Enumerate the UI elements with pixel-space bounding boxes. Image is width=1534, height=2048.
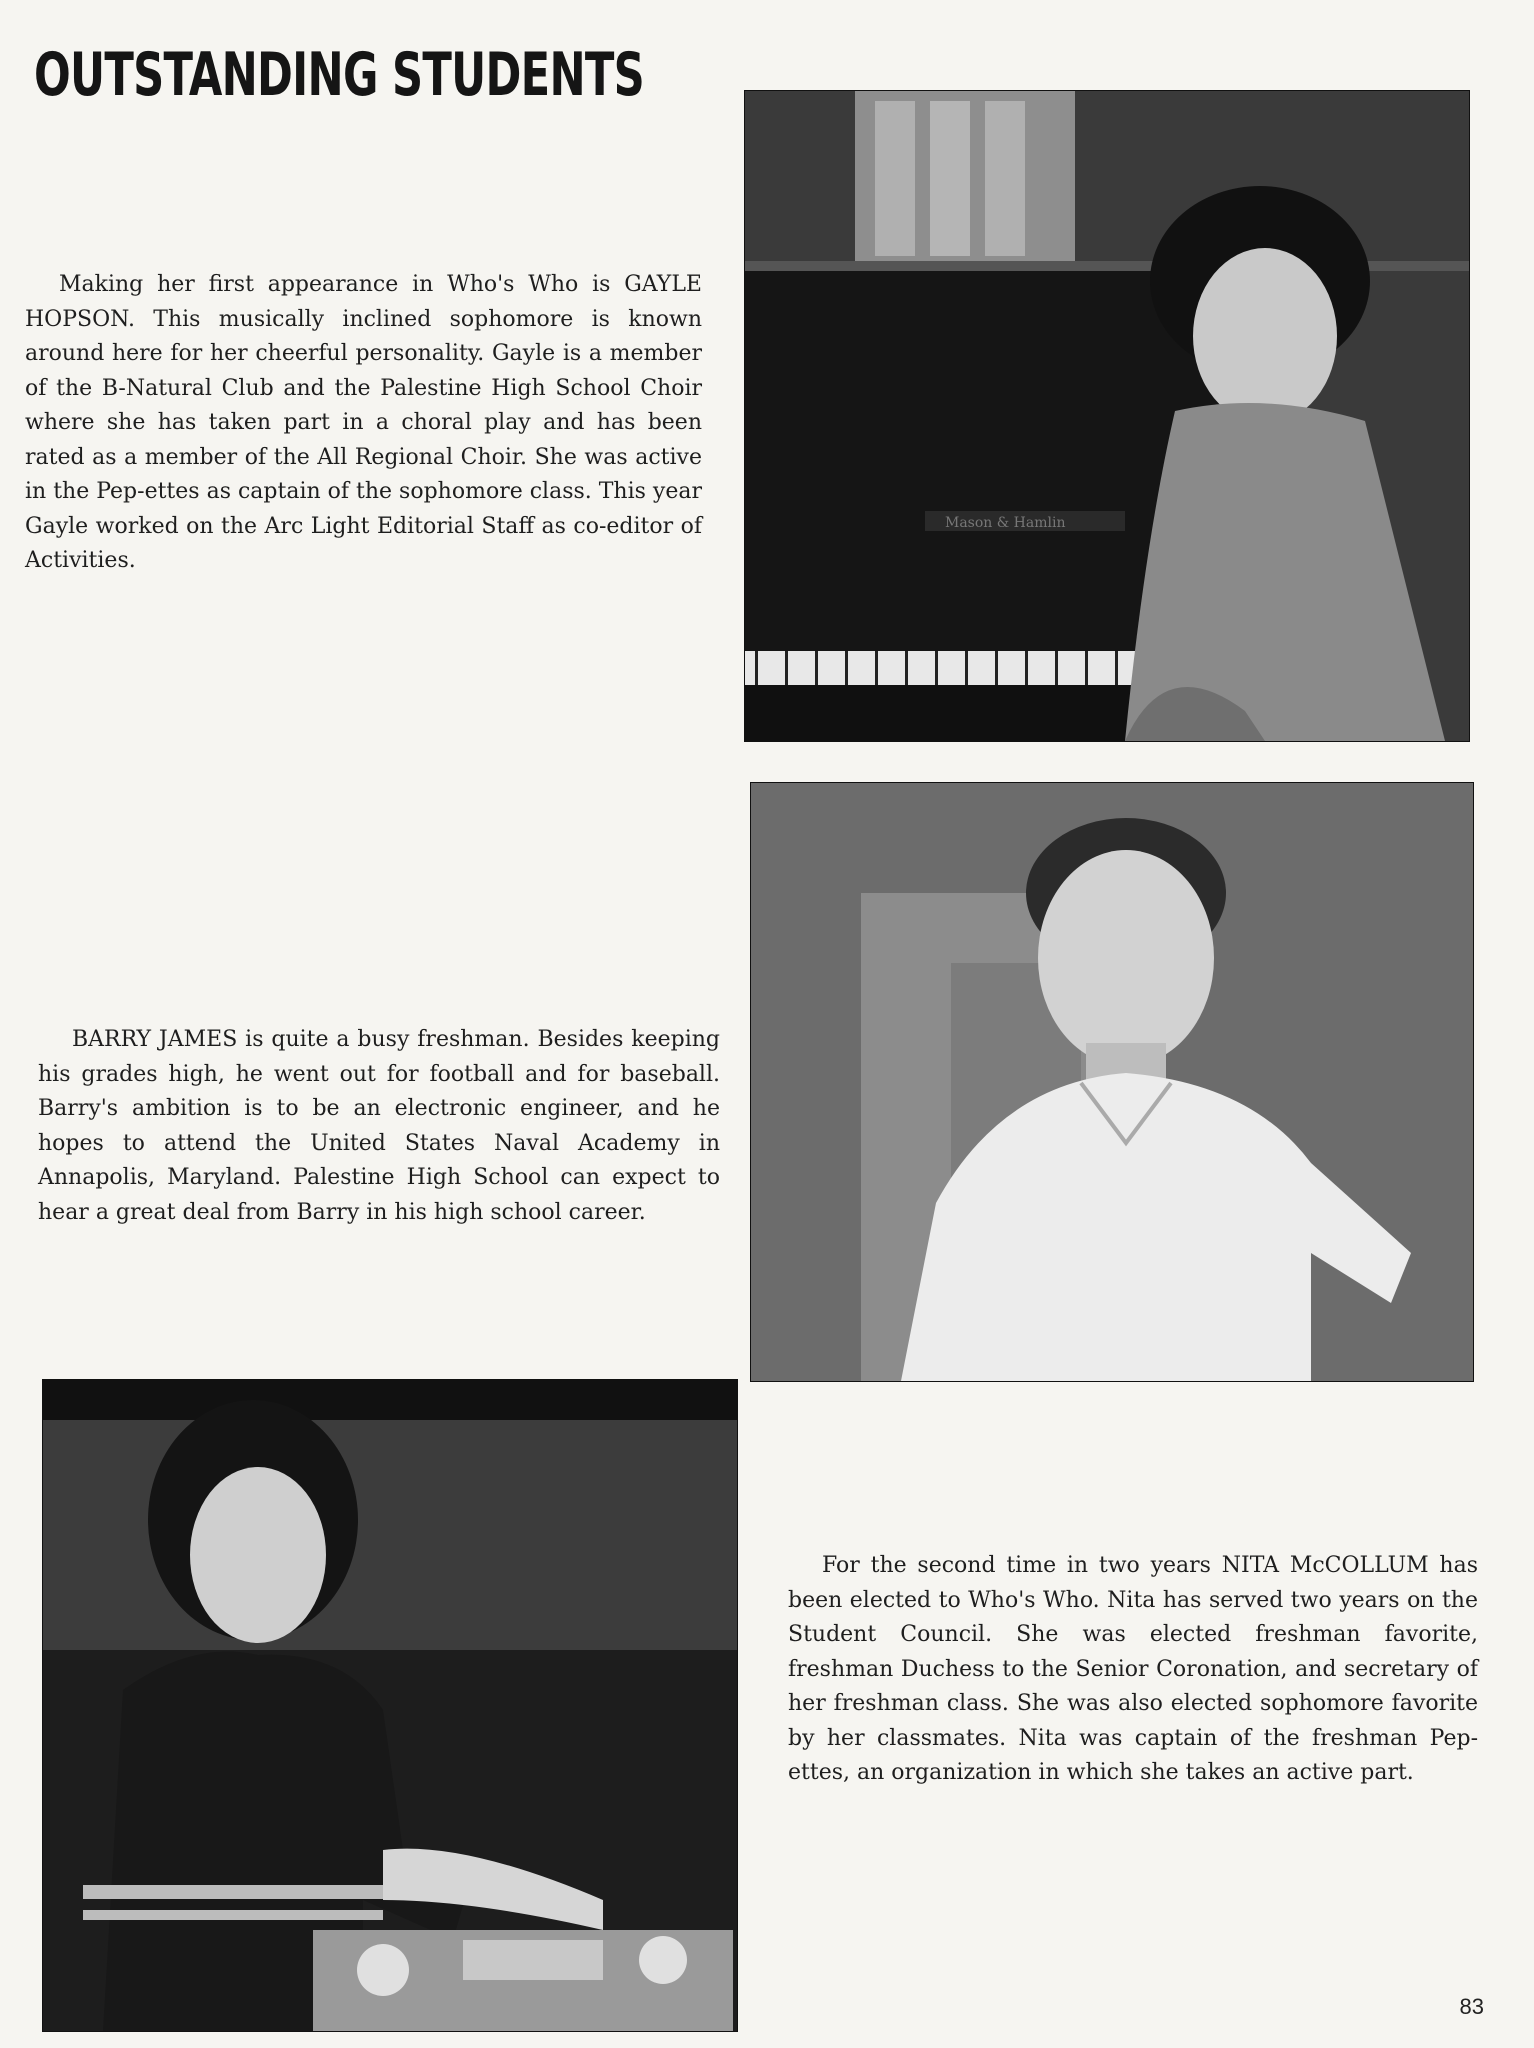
photo-gayle-piano <box>744 90 1470 742</box>
page-number: 83 <box>1459 1994 1484 2019</box>
article-gayle-hopson: Making her first appearance in Who's Who is GAYLE HOPSON. This musically inclined sophomore is known around here for her cheerful personality. Gayle is a member of the B-Natural Club and the Palestine High School Choir where she has taken part in a choral play and has been rated as a member of the All Regional Choir. She was active in the Pep-ettes as captain of the sophomore class. This year Gayle worked on the Arc Light Editorial Staff as co-editor of Activities. <box>25 272 703 573</box>
page-title: OUTSTANDING STUDENTS <box>34 40 645 110</box>
piano-brand-text: Mason & Hamlin <box>945 515 1066 531</box>
photo-barry-portrait <box>750 782 1474 1382</box>
article-barry-james: BARRY JAMES is quite a busy freshman. Besides keeping his grades high, he went out for football and for baseball. Barry's ambition is to be an electronic engineer, and he hopes to attend the United States Naval Academy in Annapolis, Maryland. Palestine High School can expect to hear a great deal from Barry in his high school career. <box>38 1027 720 1225</box>
article-nita-mccollum: For the second time in two years NITA McCOLLUM has been elected to Who's Who. Nita has served two years on the Student Council. She was elected freshman favorite, freshman Duchess to the Senior Coronation, and secretary of her freshman class. She was also elected sophomore favorite by her classmates. Nita was captain of the freshman Pep-ettes, an organization in which she takes an active part. <box>788 1553 1478 1785</box>
photo-nita-recorder <box>42 1379 738 2032</box>
